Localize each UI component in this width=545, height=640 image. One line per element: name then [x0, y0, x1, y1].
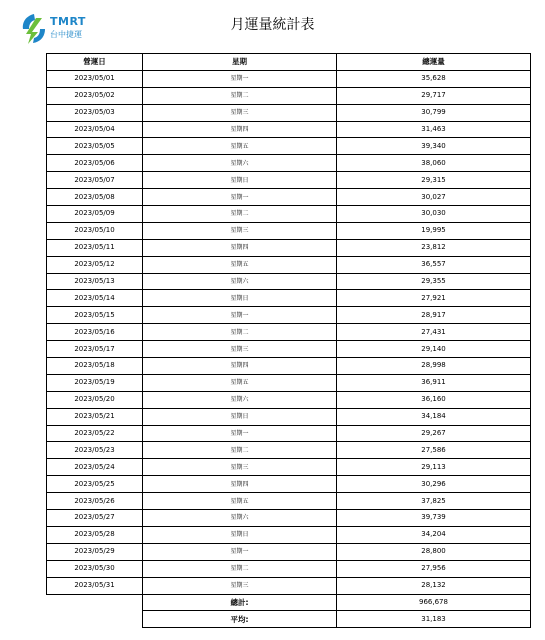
table-row — [47, 526, 531, 543]
row-weekday: 星期二 — [143, 206, 337, 223]
row-date: 2023/05/07 — [47, 172, 143, 189]
row-date: 2023/05/28 — [47, 526, 143, 543]
summary-value: 966,678 — [337, 594, 531, 611]
row-volume: 34,184 — [337, 408, 531, 425]
row-volume: 30,296 — [337, 476, 531, 493]
row-weekday: 星期三 — [143, 104, 337, 121]
row-volume: 30,030 — [337, 206, 531, 223]
table-body — [47, 70, 531, 594]
table-row — [47, 307, 531, 324]
row-volume: 23,812 — [337, 239, 531, 256]
row-weekday: 星期三 — [143, 577, 337, 594]
row-date: 2023/05/19 — [47, 374, 143, 391]
row-weekday: 星期日 — [143, 290, 337, 307]
row-weekday: 星期二 — [143, 324, 337, 341]
row-weekday: 星期日 — [143, 172, 337, 189]
row-weekday: 星期六 — [143, 510, 337, 527]
row-volume: 27,956 — [337, 560, 531, 577]
row-date: 2023/05/01 — [47, 70, 143, 87]
row-volume: 38,060 — [337, 155, 531, 172]
table-row — [47, 493, 531, 510]
row-weekday: 星期六 — [143, 391, 337, 408]
table-row — [47, 70, 531, 87]
row-volume: 27,921 — [337, 290, 531, 307]
table-row — [47, 408, 531, 425]
table-row — [47, 290, 531, 307]
row-date: 2023/05/25 — [47, 476, 143, 493]
logo-brand-text: TMRT — [50, 15, 86, 28]
row-volume: 27,586 — [337, 442, 531, 459]
row-weekday: 星期六 — [143, 273, 337, 290]
summary-total-row — [47, 594, 531, 611]
row-date: 2023/05/08 — [47, 189, 143, 206]
row-volume: 29,355 — [337, 273, 531, 290]
header-volume: 總運量 — [337, 54, 531, 71]
table-row — [47, 341, 531, 358]
row-volume: 31,463 — [337, 121, 531, 138]
row-date: 2023/05/23 — [47, 442, 143, 459]
row-weekday: 星期日 — [143, 408, 337, 425]
row-date: 2023/05/06 — [47, 155, 143, 172]
row-weekday: 星期一 — [143, 543, 337, 560]
table-row — [47, 87, 531, 104]
row-volume: 39,739 — [337, 510, 531, 527]
row-weekday: 星期一 — [143, 425, 337, 442]
row-weekday: 星期五 — [143, 138, 337, 155]
summary-average-row — [47, 611, 531, 628]
row-date: 2023/05/13 — [47, 273, 143, 290]
table-header-row — [47, 54, 531, 71]
row-date: 2023/05/26 — [47, 493, 143, 510]
row-weekday: 星期二 — [143, 442, 337, 459]
table-row — [47, 374, 531, 391]
summary-label: 總計: — [143, 594, 337, 611]
row-weekday: 星期五 — [143, 374, 337, 391]
row-weekday: 星期一 — [143, 307, 337, 324]
row-date: 2023/05/20 — [47, 391, 143, 408]
row-weekday: 星期一 — [143, 70, 337, 87]
row-date: 2023/05/27 — [47, 510, 143, 527]
row-weekday: 星期日 — [143, 526, 337, 543]
row-weekday: 星期六 — [143, 155, 337, 172]
table-summary — [47, 594, 531, 628]
row-date: 2023/05/03 — [47, 104, 143, 121]
page-title: 月運量統計表 — [230, 17, 315, 33]
table-row — [47, 577, 531, 594]
table-row — [47, 138, 531, 155]
row-weekday: 星期四 — [143, 239, 337, 256]
row-volume: 30,027 — [337, 189, 531, 206]
table-row — [47, 121, 531, 138]
row-date: 2023/05/17 — [47, 341, 143, 358]
row-volume: 29,113 — [337, 459, 531, 476]
row-weekday: 星期五 — [143, 256, 337, 273]
table-row — [47, 222, 531, 239]
table-row — [47, 560, 531, 577]
row-volume: 36,911 — [337, 374, 531, 391]
table-row — [47, 256, 531, 273]
table-row — [47, 391, 531, 408]
row-date: 2023/05/16 — [47, 324, 143, 341]
logo-sub-text: 台中捷運 — [50, 30, 82, 39]
row-volume: 36,160 — [337, 391, 531, 408]
row-volume: 29,140 — [337, 341, 531, 358]
table-row — [47, 104, 531, 121]
row-date: 2023/05/21 — [47, 408, 143, 425]
row-date: 2023/05/24 — [47, 459, 143, 476]
table-row — [47, 442, 531, 459]
table-row — [47, 273, 531, 290]
row-date: 2023/05/29 — [47, 543, 143, 560]
row-date: 2023/05/05 — [47, 138, 143, 155]
row-weekday: 星期三 — [143, 459, 337, 476]
row-volume: 27,431 — [337, 324, 531, 341]
table-row — [47, 425, 531, 442]
summary-label: 平均: — [143, 611, 337, 628]
row-volume: 35,628 — [337, 70, 531, 87]
summary-value: 31,183 — [337, 611, 531, 628]
row-weekday: 星期四 — [143, 358, 337, 375]
row-volume: 39,340 — [337, 138, 531, 155]
summary-spacer — [47, 611, 143, 628]
row-volume: 19,995 — [337, 222, 531, 239]
row-volume: 29,267 — [337, 425, 531, 442]
table-row — [47, 476, 531, 493]
row-volume: 36,557 — [337, 256, 531, 273]
row-volume: 29,717 — [337, 87, 531, 104]
row-volume: 28,998 — [337, 358, 531, 375]
row-weekday: 星期四 — [143, 476, 337, 493]
table-row — [47, 155, 531, 172]
table-row — [47, 206, 531, 223]
row-weekday: 星期一 — [143, 189, 337, 206]
row-volume: 28,917 — [337, 307, 531, 324]
row-date: 2023/05/14 — [47, 290, 143, 307]
ridership-table — [46, 53, 531, 628]
row-weekday: 星期二 — [143, 560, 337, 577]
header-date: 營運日 — [47, 54, 143, 71]
table-row — [47, 543, 531, 560]
header-weekday: 星期 — [143, 54, 337, 71]
row-volume: 34,204 — [337, 526, 531, 543]
row-volume: 28,800 — [337, 543, 531, 560]
row-weekday: 星期三 — [143, 222, 337, 239]
row-date: 2023/05/30 — [47, 560, 143, 577]
row-volume: 29,315 — [337, 172, 531, 189]
table-row — [47, 459, 531, 476]
row-date: 2023/05/22 — [47, 425, 143, 442]
row-date: 2023/05/15 — [47, 307, 143, 324]
row-volume: 28,132 — [337, 577, 531, 594]
table-row — [47, 324, 531, 341]
row-date: 2023/05/18 — [47, 358, 143, 375]
table-row — [47, 172, 531, 189]
row-weekday: 星期二 — [143, 87, 337, 104]
row-date: 2023/05/10 — [47, 222, 143, 239]
row-date: 2023/05/04 — [47, 121, 143, 138]
table-row — [47, 189, 531, 206]
summary-spacer — [47, 594, 143, 611]
row-date: 2023/05/11 — [47, 239, 143, 256]
row-weekday: 星期五 — [143, 493, 337, 510]
table-row — [47, 510, 531, 527]
row-weekday: 星期三 — [143, 341, 337, 358]
row-date: 2023/05/31 — [47, 577, 143, 594]
row-volume: 30,799 — [337, 104, 531, 121]
table-row — [47, 239, 531, 256]
table-row — [47, 358, 531, 375]
row-volume: 37,825 — [337, 493, 531, 510]
row-weekday: 星期四 — [143, 121, 337, 138]
row-date: 2023/05/02 — [47, 87, 143, 104]
row-date: 2023/05/12 — [47, 256, 143, 273]
row-date: 2023/05/09 — [47, 206, 143, 223]
